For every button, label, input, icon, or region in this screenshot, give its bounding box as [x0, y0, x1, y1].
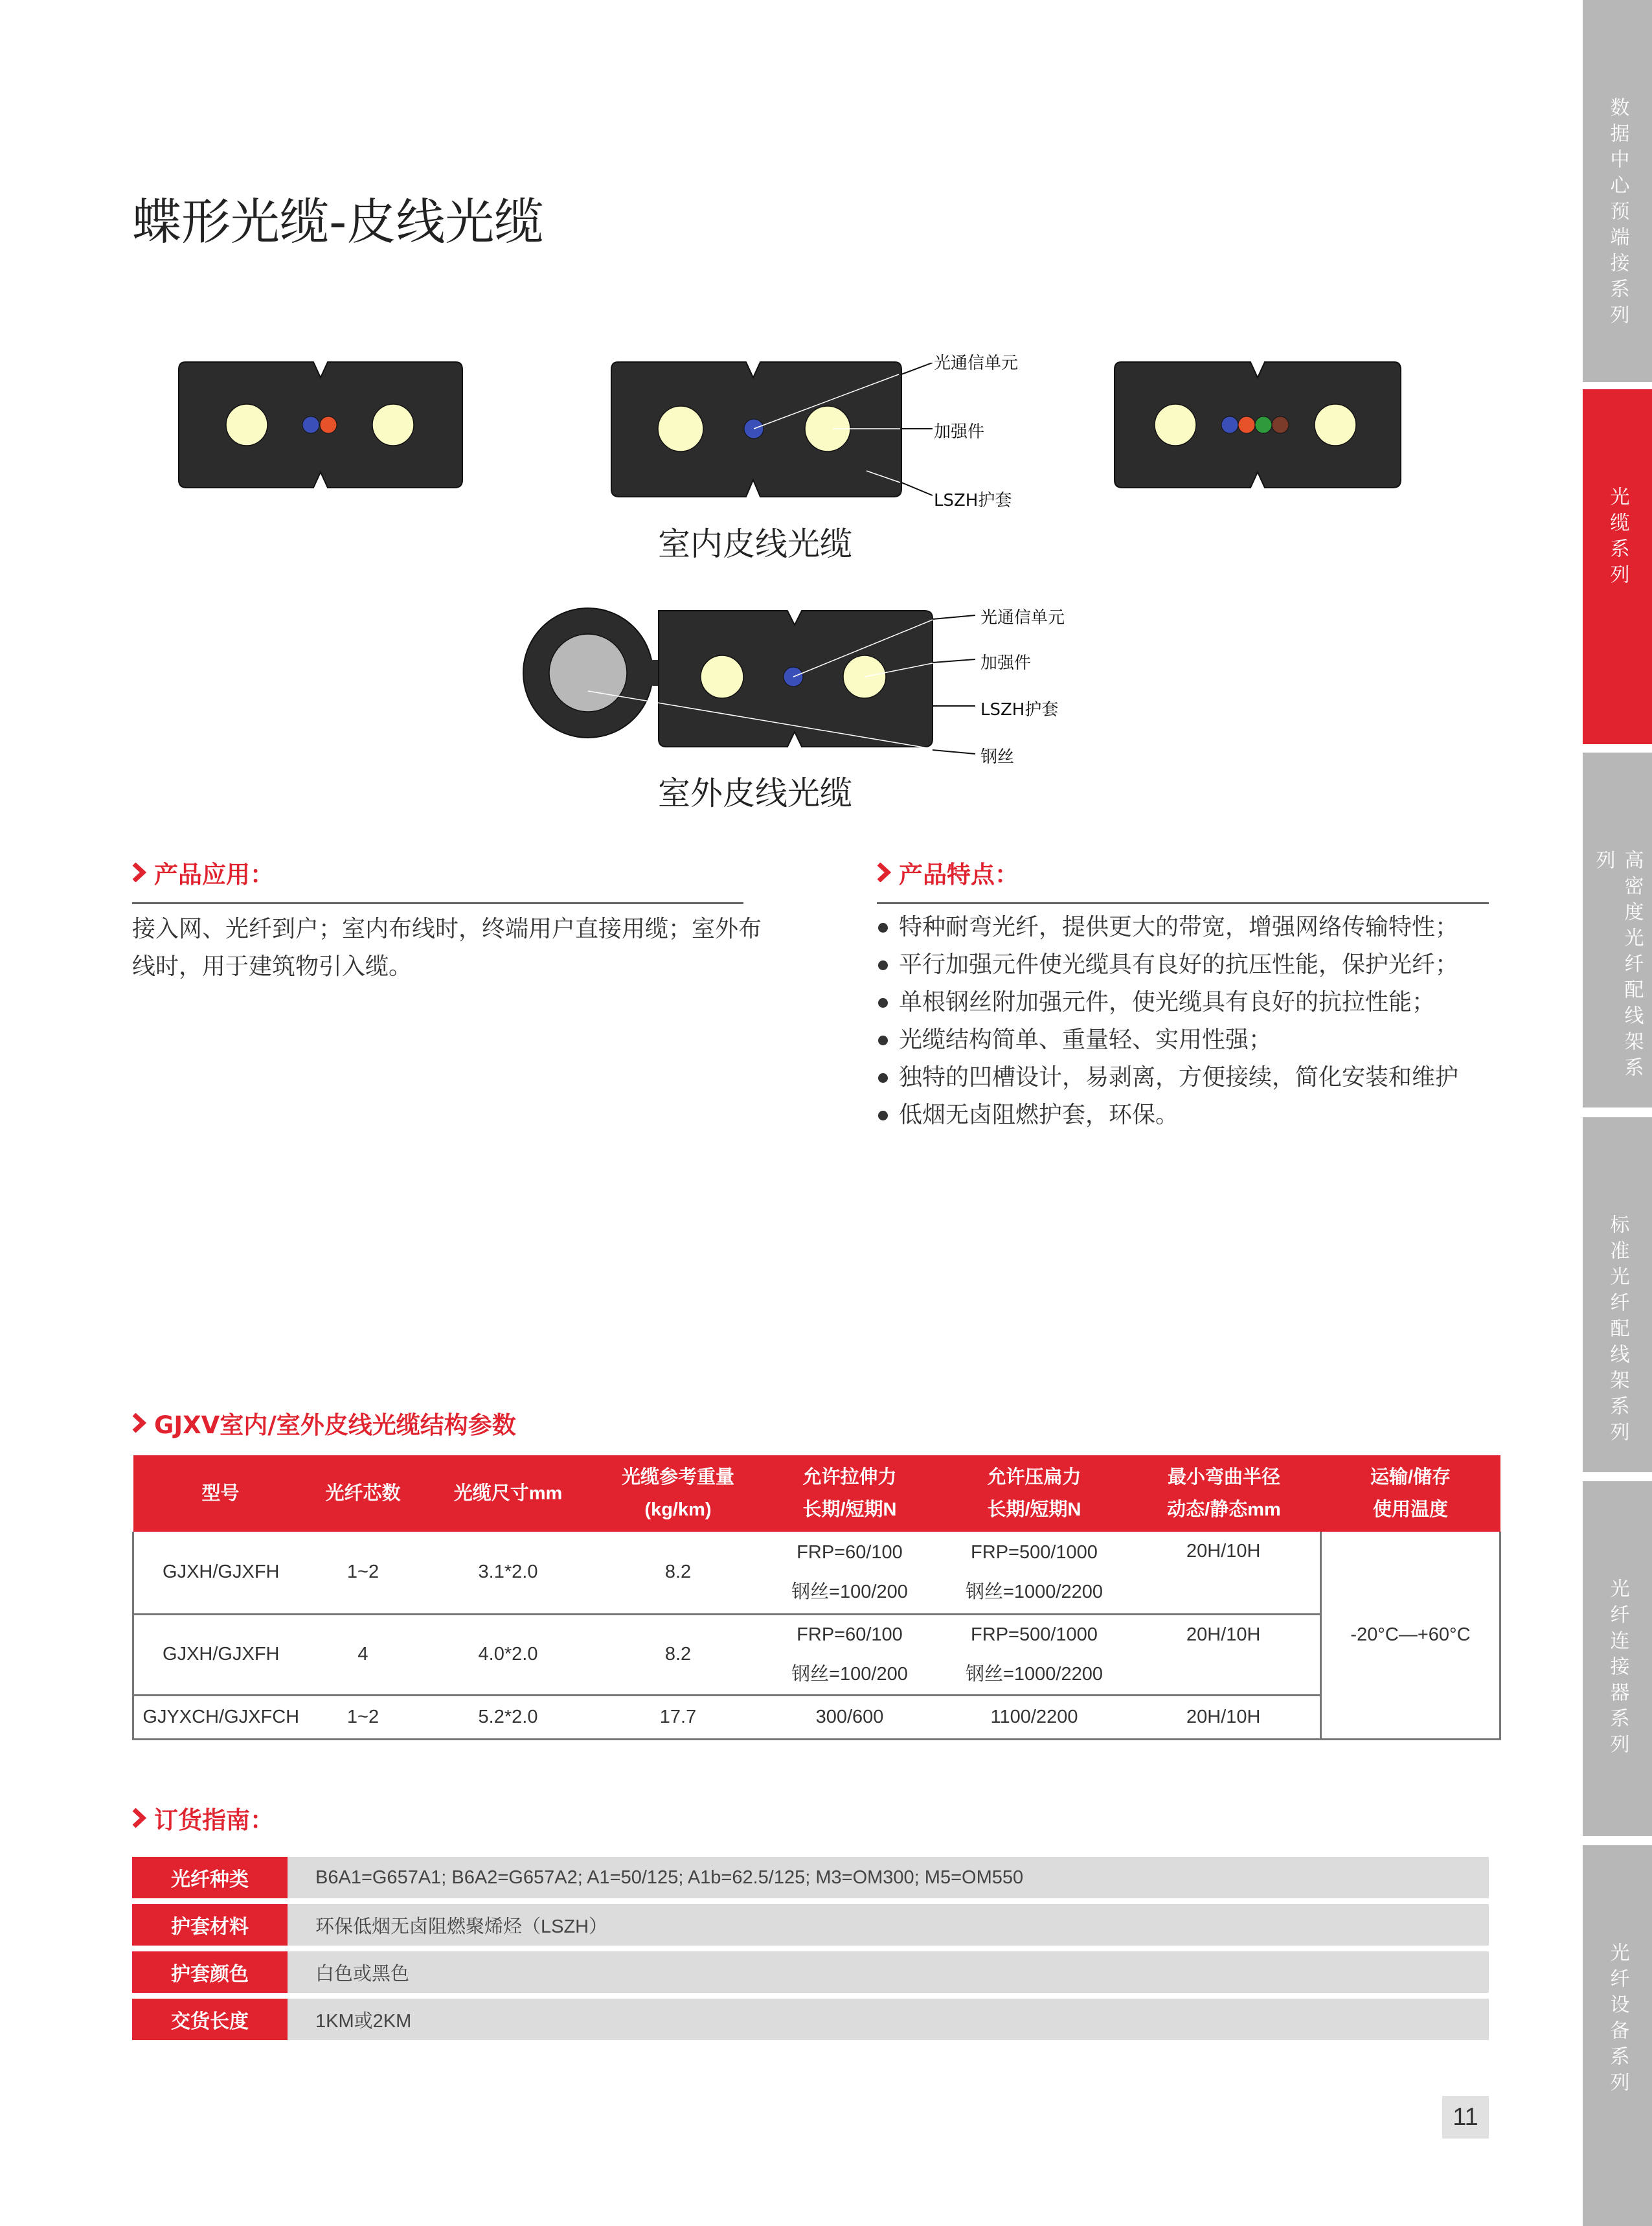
sidebar-tab-standard-odf[interactable]: 标准光纤配线架系列: [1583, 1117, 1652, 1472]
outdoor-caption: 室外皮线光缆: [658, 775, 852, 812]
indoor-cable-2fiber-diagram: [175, 359, 466, 490]
column-header: 光缆参考重量 (kg/km): [598, 1455, 758, 1532]
ordering-row-fiber-type: 光纤种类 B6A1=G657A1; B6A2=G657A2; A1=50/125; A1b=62.5/125; M3=OM300; M5=OM550: [132, 1857, 1489, 1898]
list-item: 特种耐弯光纤，提供更大的带宽，增强网络传输特性；: [877, 909, 1458, 946]
list-item: 光缆结构简单、重量轻、实用性强；: [877, 1021, 1458, 1059]
column-header: 运输/储存 使用温度: [1321, 1455, 1500, 1532]
indoor-callout-jacket: LSZH护套: [934, 491, 1012, 510]
table-row: GJXH/GJXFH 4 4.0*2.0 8.2 FRP=60/100 钢丝=100/200 FRP=500/1000 钢丝=1000/2200 20H/10H: [133, 1614, 1500, 1695]
page-number: 11: [1442, 2096, 1489, 2139]
sidebar-tab-cable[interactable]: 光缆系列: [1583, 389, 1652, 744]
ordering-row-jacket-material: 护套材料 环保低烟无卤阻燃聚烯烃（LSZH）: [132, 1904, 1489, 1946]
indoor-caption: 室内皮线光缆: [658, 525, 852, 563]
column-header: 最小弯曲半径 动态/静态mm: [1127, 1455, 1321, 1532]
outdoor-callout-strength: 加强件: [980, 653, 1032, 673]
features-heading: 产品特点：: [877, 855, 1019, 890]
sidebar-tab-high-density[interactable]: 高密度光纤配线架系列: [1583, 753, 1652, 1107]
column-header: 允许压扁力 长期/短期N: [942, 1455, 1127, 1532]
application-heading: 产品应用：: [132, 855, 274, 890]
chevron-right-icon: [877, 863, 891, 882]
features-divider: [877, 902, 1489, 904]
list-item: 低烟无卤阻燃护套，环保。: [877, 1096, 1458, 1134]
outdoor-callout-jacket: LSZH护套: [980, 700, 1059, 720]
spec-heading: GJXV室内/室外皮线光缆结构参数: [132, 1405, 516, 1440]
indoor-cable-4fiber-diagram: [1111, 359, 1405, 490]
list-item: 平行加强元件使光缆具有良好的抗压性能，保护光纤；: [877, 946, 1458, 984]
ordering-heading: 订货指南：: [132, 1800, 274, 1835]
outdoor-callout-wire: 钢丝: [980, 747, 1015, 767]
table-row: GJYXCH/GJXFCH 1~2 5.2*2.0 17.7 300/600 1100/2200 20H/10H: [133, 1695, 1500, 1739]
column-header: 光缆尺寸mm: [418, 1455, 598, 1532]
indoor-callout-leaders: [901, 363, 934, 505]
table-row: GJXH/GJXFH 1~2 3.1*2.0 8.2 FRP=60/100 钢丝=100/200 FRP=500/1000 钢丝=1000/2200 20H/10H -20°C—+60°C: [133, 1532, 1500, 1614]
indoor-callout-strength: 加强件: [934, 422, 985, 442]
features-list: [877, 909, 1458, 1134]
sidebar-tab-datacenter[interactable]: 数据中心预端接系列: [1583, 0, 1652, 382]
chevron-right-icon: [132, 1808, 146, 1828]
application-text: 接入网、光纤到户；室内布线时，终端用户直接用缆；室外布 线时，用于建筑物引入缆。: [132, 916, 762, 980]
outdoor-cable-diagram: [521, 606, 936, 761]
column-header: 型号: [133, 1455, 308, 1532]
indoor-callout-unit: 光通信单元: [934, 354, 1019, 373]
table-header-row: [133, 1455, 1500, 1532]
chevron-right-icon: [132, 863, 146, 882]
application-divider: [132, 902, 743, 904]
outdoor-callout-unit: 光通信单元: [980, 608, 1065, 628]
ordering-guide: [132, 1857, 1489, 2046]
chevron-right-icon: [132, 1413, 146, 1433]
column-header: 光纤芯数: [308, 1455, 418, 1532]
indoor-cable-1fiber-diagram: [607, 359, 905, 499]
chapter-sidebar: [1583, 0, 1652, 2226]
column-header: 允许拉伸力 长期/短期N: [758, 1455, 942, 1532]
sidebar-tab-connector[interactable]: 光纤连接器系列: [1583, 1481, 1652, 1836]
outdoor-callout-leaders: [933, 609, 978, 758]
ordering-row-jacket-color: 护套颜色 白色或黑色: [132, 1951, 1489, 1993]
spec-table: [132, 1455, 1501, 1740]
list-item: 单根钢丝附加强元件，使光缆具有良好的抗拉性能；: [877, 984, 1458, 1021]
ordering-row-length: 交货长度 1KM或2KM: [132, 1999, 1489, 2040]
temperature-cell: -20°C—+60°C: [1321, 1532, 1500, 1739]
sidebar-tab-equipment[interactable]: 光纤设备系列: [1583, 1845, 1652, 2226]
list-item: 独特的凹槽设计，易剥离，方便接续，简化安装和维护: [877, 1059, 1458, 1096]
page-title: 蝶形光缆-皮线光缆: [132, 193, 544, 251]
